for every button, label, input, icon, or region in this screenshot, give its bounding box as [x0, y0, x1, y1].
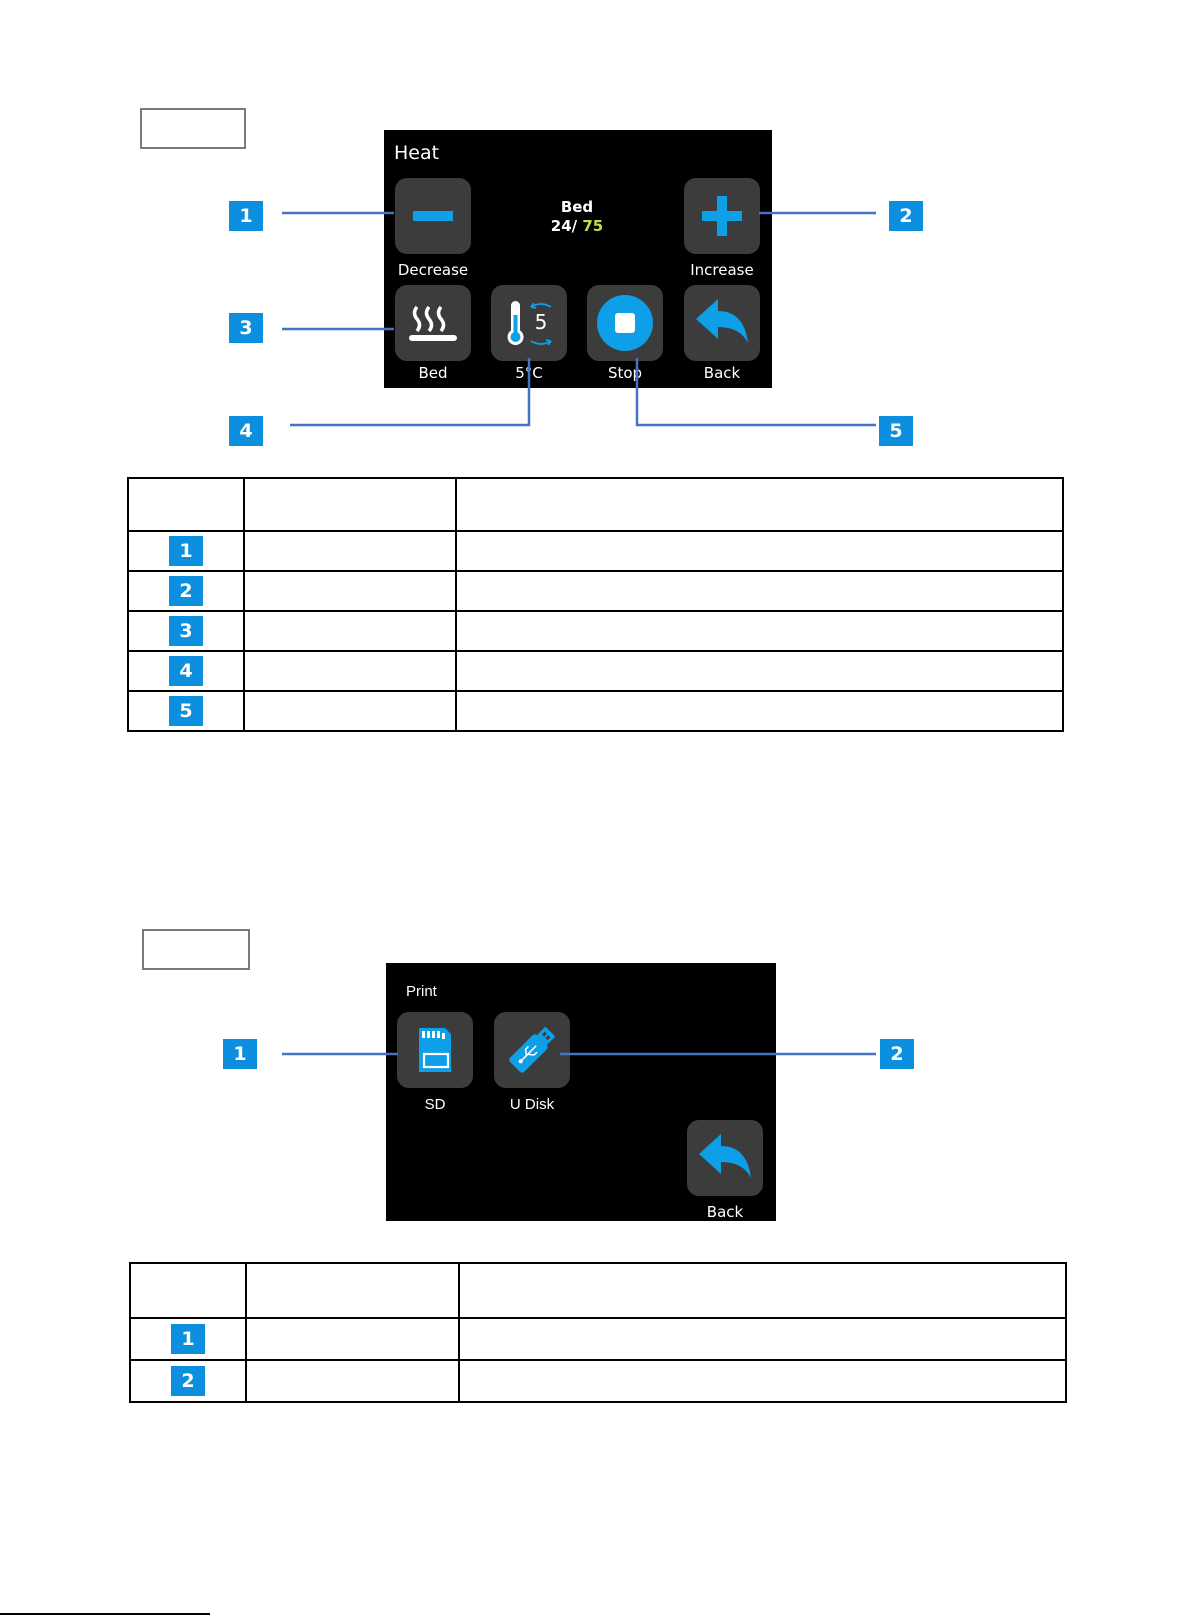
callout-badge: 2: [880, 1039, 914, 1069]
row-badge: 1: [169, 536, 203, 566]
callout-badge: 3: [229, 313, 263, 343]
print-legend-table: [129, 1262, 1067, 1403]
udisk-label: U Disk: [509, 1096, 555, 1113]
stop-label: Stop: [607, 364, 643, 382]
footer-rule: [0, 1613, 210, 1615]
row-badge: 2: [169, 576, 203, 606]
increase-label: Increase: [690, 261, 754, 279]
screen-title: Heat: [394, 142, 440, 164]
row-badge: 2: [171, 1366, 205, 1396]
callout-badge: 1: [223, 1039, 257, 1069]
sd-label: SD: [424, 1096, 446, 1113]
screen-title: Print: [406, 983, 437, 1000]
table-row: [130, 1360, 1066, 1402]
bed-label: Bed: [418, 364, 448, 382]
step-value: 5: [534, 310, 548, 334]
row-badge: 1: [171, 1324, 205, 1354]
callout-badge: 5: [879, 416, 913, 446]
target-label: Bed: [560, 198, 594, 216]
target-temp: 75: [582, 217, 604, 235]
decrease-label: Decrease: [397, 261, 469, 279]
back-label: Back: [706, 1203, 744, 1221]
row-badge: 3: [169, 616, 203, 646]
current-temp: 24/: [550, 217, 578, 235]
back-label: Back: [703, 364, 741, 382]
table-header-row: [130, 1263, 1066, 1318]
callout-badge: 2: [889, 201, 923, 231]
step-label: 5°C: [515, 364, 543, 382]
table-row: [130, 1318, 1066, 1360]
row-badge: 5: [169, 696, 203, 726]
callout-badge: 4: [229, 416, 263, 446]
callout-badge: 1: [229, 201, 263, 231]
row-badge: 4: [169, 656, 203, 686]
